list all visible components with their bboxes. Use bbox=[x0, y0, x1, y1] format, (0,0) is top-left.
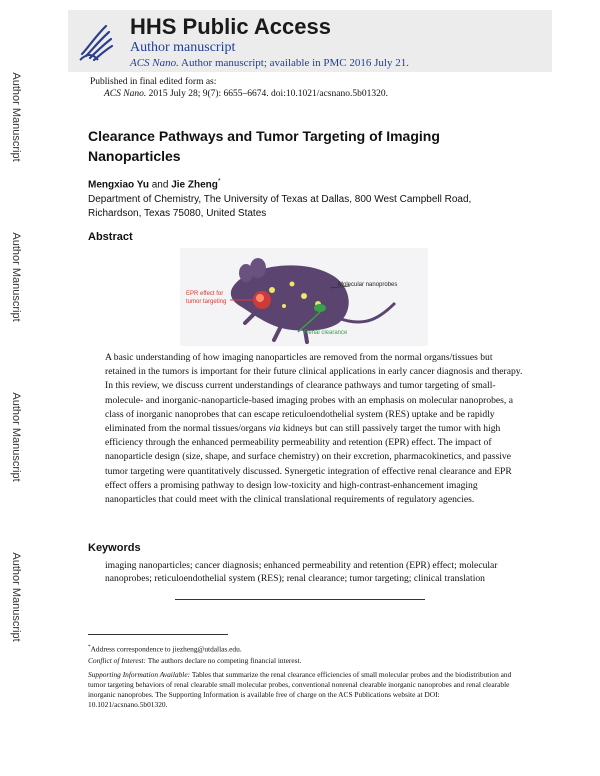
sidebar-label-4: Author Manuscript bbox=[10, 552, 22, 642]
header-title: HHS Public Access bbox=[130, 14, 331, 39]
footnote-corr-mark: * bbox=[88, 644, 91, 650]
abstract-text bbox=[105, 351, 525, 507]
footnote-coi-label: Conflict of Interest: bbox=[88, 656, 147, 665]
header-journal-rest: Author manuscript; available in PMC 2016 July 21. bbox=[178, 57, 409, 69]
toc-figure bbox=[180, 248, 428, 346]
abstract-text-part-a: A basic understanding of how imaging nanoparticles are removed from the normal organs/tissues but retained in the tumors is important for their future clinical applications in early cancer diagnosis and therapy. In this review, we discuss current understandings of clearance pathways and tumor targeting of small-molecule- and inorganic-nanoparticle-based imaging probes with an emphasis on molecular nanoprobes, a class of inorganic nanoprobes that can escape reticuloendothelial system (RES) uptake and be rapidly eliminated from the normal tissues/organs bbox=[105, 352, 523, 435]
hhs-eagle-logo-icon bbox=[76, 20, 116, 64]
figure-label-epr-2: tumor targeting bbox=[186, 299, 227, 305]
header-journal-name: ACS Nano. bbox=[130, 57, 179, 69]
abstract-text-part-b: kidneys but can still passively target the tumor with high efficiency through the enhanced permeability permeability and retention (EPR) effect. The impact of nanoparticle design (size, shape, and surface chemistry) on their excretion, pharmacokinetics, and passive tumor targeting were quantitatively discussed. Synergetic integration of effective renal clearance and EPR effect offers a promising pathway to design low-toxicity and high-contrast-enhancement imaging nanoparticles that could meet with the clinical translational requirements of regulatory agencies. bbox=[105, 423, 512, 506]
footnote-correspondence bbox=[88, 642, 518, 654]
keywords-text: imaging nanoparticles; cancer diagnosis; enhanced permeability and retention (EPR) effect; molecular nanoprobes; reticuloendothelial system (RES); renal clearance; tumor targeting; clinical translation bbox=[105, 560, 498, 584]
footnote-coi bbox=[88, 656, 518, 666]
sidebar-label-1: Author Manuscript bbox=[10, 72, 22, 162]
figure-label-molecular: Molecular nanoprobes bbox=[338, 282, 398, 288]
author-2-mark: * bbox=[217, 178, 221, 185]
authors-and: and bbox=[148, 179, 172, 191]
header-journal bbox=[130, 57, 409, 69]
figure-label-renal: Renal clearance bbox=[304, 330, 348, 336]
citation bbox=[104, 89, 388, 99]
citation-journal: ACS Nano. bbox=[104, 89, 147, 99]
author-2: Jie Zheng bbox=[171, 179, 218, 191]
header-subtitle: Author manuscript bbox=[130, 40, 236, 55]
footnote-coi-text: The authors declare no competing financial interest. bbox=[146, 656, 302, 665]
abstract-text-via: via bbox=[268, 423, 281, 435]
sidebar-label-2: Author Manuscript bbox=[10, 232, 22, 322]
section-divider bbox=[175, 599, 425, 600]
footnote-divider bbox=[88, 634, 228, 635]
article-title: Clearance Pathways and Tumor Targeting of Imaging Nanoparticles bbox=[88, 128, 440, 164]
authors bbox=[88, 178, 221, 190]
affiliation: Department of Chemistry, The University of Texas at Dallas, 800 West Campbell Road, Richardson, Texas 75080, United States bbox=[88, 194, 472, 219]
published-label: Published in final edited form as: bbox=[90, 77, 217, 87]
footnote-si-text: Tables that summarize the renal clearance efficiencies of small molecular probes and the biodistribution and tumor targeting behaviors of renal clearable small molecular probes, conventional nonrenal clearable inorganic nanoprobes and renal clearable inorganic nanoprobes. The Supporting Information is available free of charge on the ACS Publications website at DOI: 10.1021/acsnano.5b01320. bbox=[88, 670, 512, 709]
footnote-si-label: Supporting Information Available: bbox=[88, 670, 191, 679]
footnote-corr-text: Address correspondence to jiezheng@utdallas.edu. bbox=[90, 644, 242, 654]
keywords-heading: Keywords bbox=[88, 542, 141, 554]
sidebar-label-3: Author Manuscript bbox=[10, 392, 22, 482]
author-1: Mengxiao Yu bbox=[88, 179, 149, 191]
abstract-heading: Abstract bbox=[88, 231, 133, 243]
citation-details: 2015 July 28; 9(7): 6655–6674. doi:10.1021/acsnano.5b01320. bbox=[146, 89, 388, 99]
footnote-supporting-info bbox=[88, 670, 518, 710]
figure-label-epr: EPR effect for bbox=[186, 291, 224, 297]
